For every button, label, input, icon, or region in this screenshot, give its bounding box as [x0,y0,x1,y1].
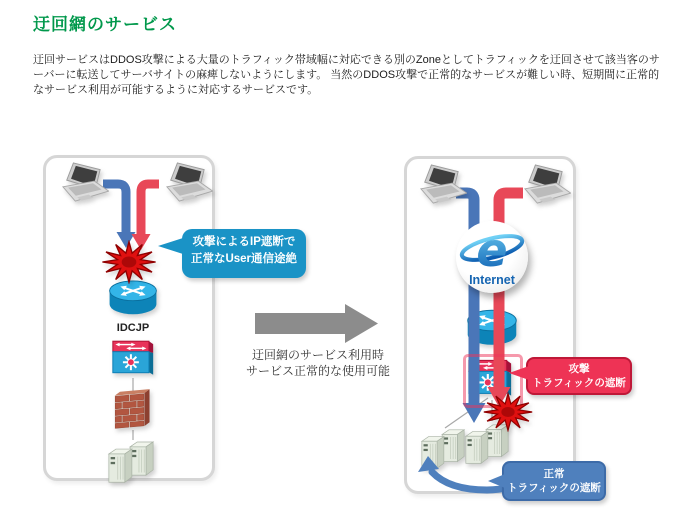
attack-traffic-callout [526,357,632,395]
laptop-icon [413,164,467,206]
callout-line: トラフィックの遮断 [532,377,626,389]
server-icon [107,438,155,484]
server-icon [419,426,467,470]
callout-line: 正常 [543,468,565,480]
callout-line: 攻撃によるIP遮断で [192,236,296,248]
internet-explorer-icon [456,221,528,293]
service-description: 迂回サービスはDDOS攻撃による大量のトラフィック帯域幅に対応できる別のZoneとしてトラフィックを迂回させて該当客のサーバーに転送してサーバサイトの麻痺しないようにします。 当然のDDOS攻撃で正常的なサービスが難しい時、短期間に正常的なサービス利用が可能するように対応するサービスです。 [33,54,660,96]
transition-caption-line: 迂回網のサービス利用時 [251,348,384,362]
transition-caption-line: サービス正常的な使用可能 [245,364,390,378]
router-label: IDCJP [116,322,150,334]
callout-line: トラフィックの遮断 [507,482,601,494]
firewall-icon [113,386,153,430]
switch-icon [112,338,154,378]
internet-label: Internet [469,273,515,287]
attack-burst-icon [482,392,534,432]
callout-line: 正常なUser通信途絶 [190,253,298,265]
right-arrow-icon [255,304,378,343]
page-title: 迂回網のサービス [33,15,177,34]
callout-tail [488,474,505,488]
callout-line: 攻撃 [568,363,590,375]
router-icon [464,306,520,350]
normal-traffic-callout [502,461,606,501]
laptop-icon [159,162,213,204]
callout-tail [158,238,183,254]
laptop-icon [517,164,571,206]
internet-e-letter: e [476,224,508,272]
laptop-icon [55,162,109,204]
internet-explorer-e-logo [456,224,528,272]
transition-caption [230,347,406,379]
callout-tail [509,366,529,380]
ip-block-callout [182,229,306,278]
attack-burst-icon [100,240,158,284]
